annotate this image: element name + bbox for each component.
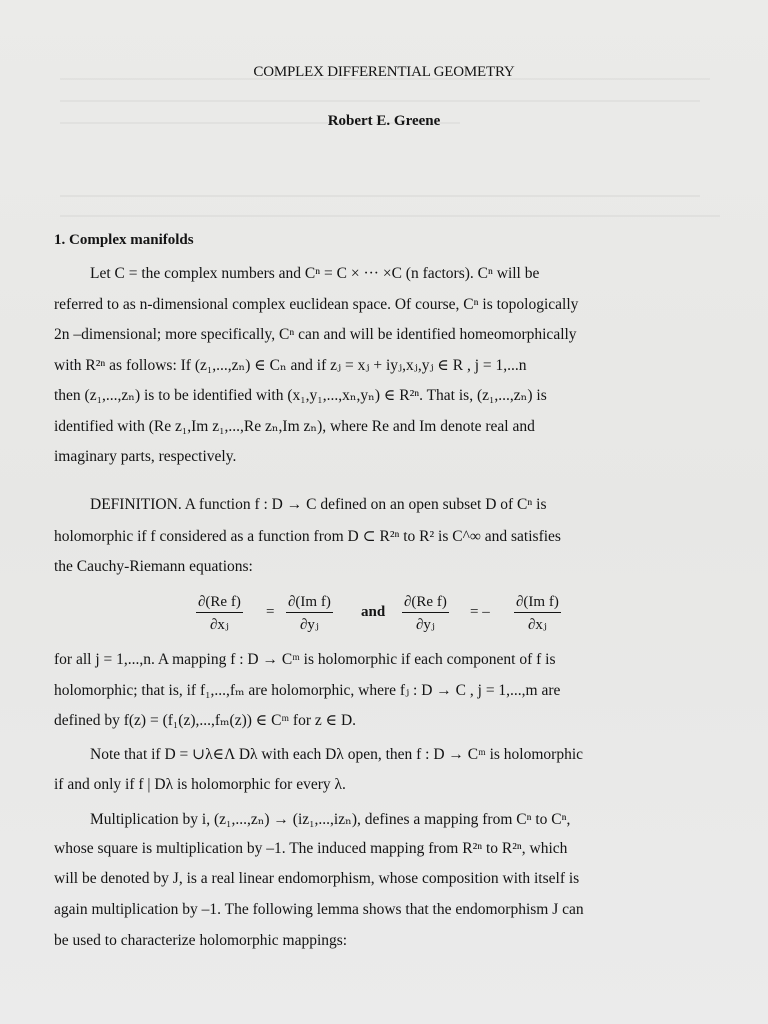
text-line: whose square is multiplication by –1. The induced mapping from R²ⁿ to R²ⁿ, which bbox=[54, 840, 568, 857]
text-line: for all j = 1,...,n. A mapping f : D → Cᵐ is holomorphic if each component of f is bbox=[54, 651, 556, 668]
denominator: ∂xⱼ bbox=[527, 617, 547, 633]
numerator: ∂(Re f) bbox=[196, 594, 243, 613]
fraction bbox=[286, 594, 333, 634]
text-line: referred to as n-dimensional complex euclidean space. Of course, Cⁿ is topologically bbox=[54, 296, 579, 313]
denominator: ∂xⱼ bbox=[209, 617, 229, 633]
text-line: if and only if f | Dλ is holomorphic for every λ. bbox=[54, 776, 346, 793]
fraction bbox=[402, 594, 449, 634]
text-line: identified with (Re z₁,Im z₁,...,Re zₙ,Im zₙ), where Re and Im denote real and bbox=[54, 418, 535, 435]
denominator: ∂yⱼ bbox=[299, 617, 319, 633]
text-line: defined by f(z) = (f₁(z),...,fₘ(z)) ∈ Cᵐ for z ∈ D. bbox=[54, 712, 357, 729]
equals-sign: = bbox=[266, 604, 275, 620]
equals-minus-sign: = – bbox=[470, 604, 490, 620]
numerator: ∂(Im f) bbox=[286, 594, 333, 613]
author-name: Robert E. Greene bbox=[327, 113, 441, 129]
bleed-through bbox=[60, 215, 720, 217]
fraction bbox=[196, 594, 243, 634]
text-line: holomorphic; that is, if f₁,...,fₘ are holomorphic, where fⱼ : D → C , j = 1,...,m are bbox=[54, 682, 561, 699]
cauchy-riemann-equations bbox=[196, 594, 596, 634]
text-line: will be denoted by J, is a real linear endomorphism, whose composition with itself is bbox=[54, 870, 580, 887]
numerator: ∂(Re f) bbox=[402, 594, 449, 613]
text-line: imaginary parts, respectively. bbox=[54, 448, 237, 465]
text-line: Let C = the complex numbers and Cⁿ = C × ··· ×C (n factors). Cⁿ will be bbox=[90, 265, 540, 282]
paper-title: COMPLEX DIFFERENTIAL GEOMETRY bbox=[253, 64, 515, 80]
denominator: ∂yⱼ bbox=[415, 617, 435, 633]
fraction bbox=[514, 594, 561, 634]
and-word: and bbox=[361, 604, 386, 620]
bleed-through bbox=[60, 100, 700, 102]
text-line: Multiplication by i, (z₁,...,zₙ) → (iz₁,...,izₙ), defines a mapping from Cⁿ to Cⁿ, bbox=[90, 811, 571, 828]
text-line: be used to characterize holomorphic mappings: bbox=[54, 932, 348, 949]
text-line: the Cauchy-Riemann equations: bbox=[54, 558, 253, 575]
numerator: ∂(Im f) bbox=[514, 594, 561, 613]
text-line: DEFINITION. A function f : D → C defined on an open subset D of Cⁿ is bbox=[90, 496, 547, 513]
text-line: 2n –dimensional; more specifically, Cⁿ can and will be identified homeomorphically bbox=[54, 326, 577, 343]
text-line: Note that if D = ∪λ∈Λ Dλ with each Dλ open, then f : D → Cᵐ is holomorphic bbox=[90, 746, 584, 763]
bleed-through bbox=[60, 195, 700, 197]
text-line: holomorphic if f considered as a function from D ⊂ R²ⁿ to R² is C^∞ and satisfies bbox=[54, 528, 561, 545]
text-line: then (z₁,...,zₙ) is to be identified with (x₁,y₁,...,xₙ,yₙ) ∈ R²ⁿ. That is, (z₁,...,zₙ) is bbox=[54, 387, 547, 404]
text-line: with R²ⁿ as follows: If (z₁,...,zₙ) ∈ Cₙ and if zⱼ = xⱼ + iyⱼ,xⱼ,yⱼ ∈ R , j = 1,...n bbox=[54, 357, 527, 374]
text-line: again multiplication by –1. The following lemma shows that the endomorphism J can bbox=[54, 901, 584, 918]
section-heading: 1. Complex manifolds bbox=[54, 232, 194, 248]
